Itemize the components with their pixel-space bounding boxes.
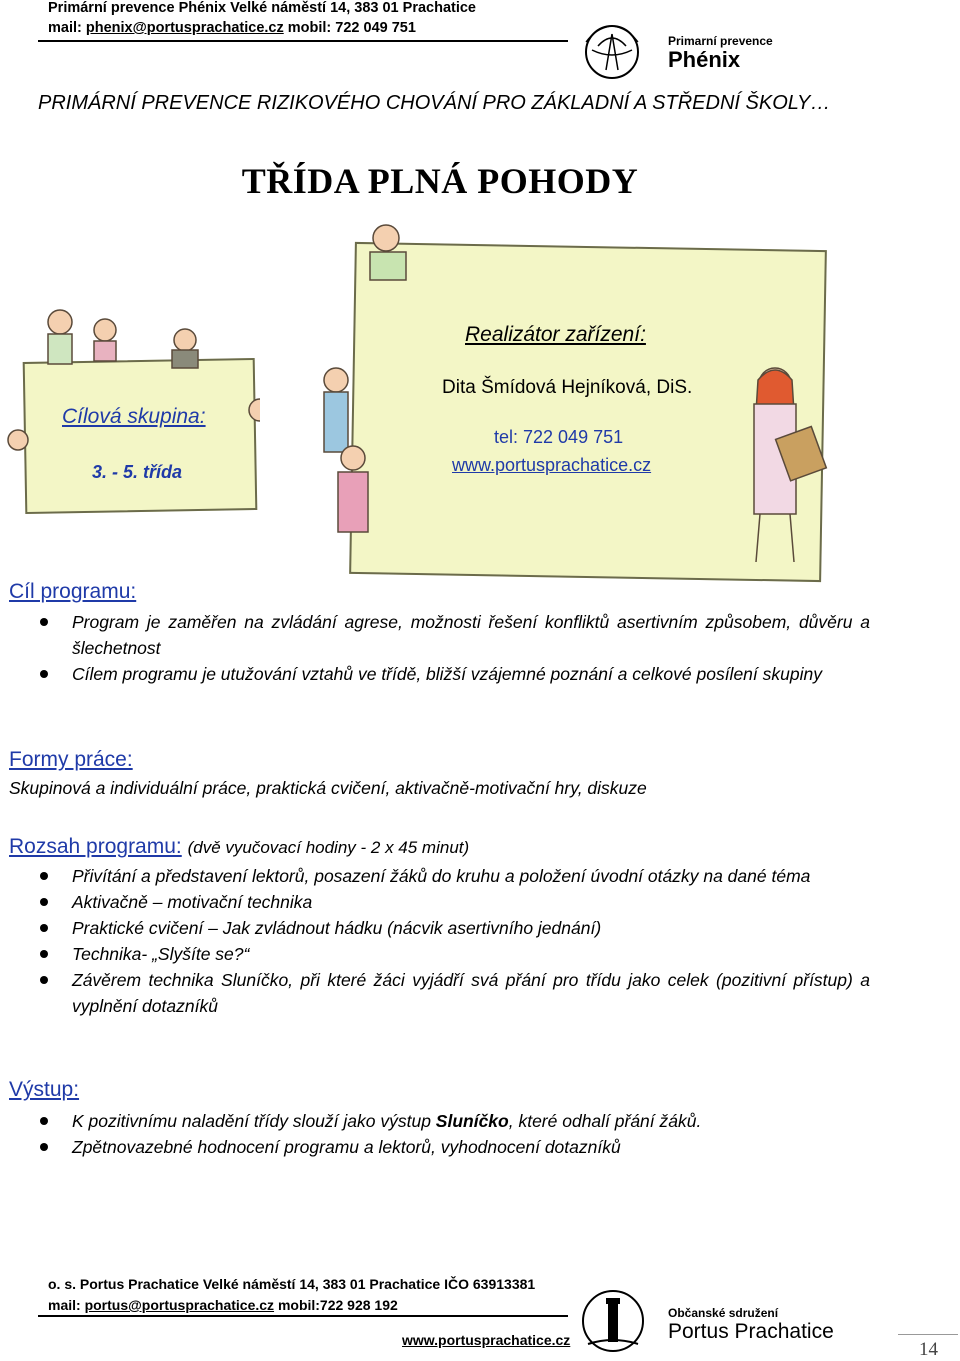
- scope-item-4: Technika- „Slyšíte se?“: [72, 944, 250, 964]
- target-group-value: 3. - 5. třída: [92, 462, 183, 482]
- program-category: PRIMÁRNÍ PREVENCE RIZIKOVÉHO CHOVÁNÍ PRO ZÁKLADNÍ A STŘEDNÍ ŠKOLY…: [38, 92, 831, 114]
- phenix-logo-small: Primarní prevence: [668, 34, 773, 48]
- output-heading: [9, 1078, 79, 1102]
- list-item: [38, 863, 870, 889]
- list-item: [38, 661, 870, 687]
- footer-web-link[interactable]: www.portusprachatice.cz: [402, 1332, 571, 1348]
- footer-mail-label: mail:: [48, 1297, 81, 1313]
- bullet-icon: [40, 898, 48, 906]
- provider-web-link[interactable]: www.portusprachatice.cz: [452, 455, 652, 475]
- output-item-1-post: , které odhalí přání žáků.: [508, 1111, 702, 1131]
- header-mobile: mobil: 722 049 751: [287, 20, 416, 36]
- portus-logo-big: Portus Prachatice: [668, 1320, 834, 1343]
- bullet-icon: [40, 924, 48, 932]
- provider-tel: tel: 722 049 751: [494, 427, 624, 447]
- goal-item-2: Cílem programu je utužování vztahů ve třídě, bližší vzájemné poznání a celkové posílení skupiny: [72, 664, 822, 684]
- output-heading-text: Výstup:: [9, 1078, 80, 1101]
- output-item-1-bold: Sluníčko: [435, 1111, 509, 1131]
- kids-left-illustration-icon: [318, 212, 428, 542]
- goal-list: [38, 609, 870, 687]
- teacher-illustration-icon: [720, 362, 830, 572]
- list-item: [38, 1134, 870, 1160]
- goal-heading-text: Cíl programu:: [9, 580, 137, 603]
- phenix-logo-big: Phénix: [668, 47, 741, 72]
- footer-rule: [38, 1315, 568, 1317]
- footer-contact: [48, 1297, 398, 1313]
- bullet-icon: [40, 976, 48, 984]
- scope-heading: [9, 835, 469, 859]
- header-mail-link[interactable]: phenix@portusprachatice.cz: [85, 20, 284, 36]
- output-item-1-pre: K pozitivnímu naladění třídy slouží jako výstup: [72, 1111, 436, 1131]
- forms-text: Skupinová a individuální práce, praktická cvičení, aktivačně-motivační hry, diskuze: [9, 778, 647, 798]
- bullet-icon: [40, 1117, 48, 1125]
- header-rule: [38, 40, 568, 42]
- page-number-rule: [898, 1334, 958, 1335]
- bullet-icon: [40, 670, 48, 678]
- header-contact: [48, 20, 416, 36]
- provider-label: Realizátor zařízení:: [465, 323, 646, 346]
- phenix-logo-icon: [578, 20, 668, 82]
- list-item: [38, 609, 870, 661]
- page-title: TŘÍDA PLNÁ POHODY: [241, 161, 639, 201]
- lighthouse-logo-icon: [576, 1286, 650, 1356]
- goal-heading: [9, 580, 136, 604]
- scope-list: [38, 863, 870, 1019]
- list-item: [38, 967, 870, 1019]
- output-item-2: Zpětnovazebné hodnocení programu a lektorů, vyhodnocení dotazníků: [72, 1137, 621, 1157]
- scope-item-2: Aktivačně – motivační technika: [72, 892, 313, 912]
- bullet-icon: [40, 618, 48, 626]
- scope-item-1: Přivítání a představení lektorů, posazení žáků do kruhu a položení úvodní otázky na dané téma: [72, 866, 811, 886]
- forms-heading-text: Formy práce:: [9, 748, 133, 771]
- goal-item-1: Program je zaměřen na zvládání agrese, možnosti řešení konfliktů asertivním způsobem, důvěru a šlechetnost: [72, 612, 870, 658]
- bullet-icon: [40, 1143, 48, 1151]
- page-number: 14: [919, 1339, 938, 1360]
- target-group-label: Cílová skupina:: [62, 405, 206, 428]
- header-address: Primární prevence Phénix Velké náměstí 14, 383 01 Prachatice: [48, 0, 476, 16]
- list-item: [38, 1108, 870, 1134]
- list-item: [38, 941, 870, 967]
- footer-mail-link[interactable]: portus@portusprachatice.cz: [84, 1297, 275, 1313]
- scope-item-5: Závěrem technika Sluníčko, při které žáci vyjádří svá přání pro třídu jako celek (pozitivní přístup) a vyplnění dotazníků: [72, 970, 870, 1016]
- bullet-icon: [40, 872, 48, 880]
- list-item: [38, 915, 870, 941]
- bullet-icon: [40, 950, 48, 958]
- footer-address: o. s. Portus Prachatice Velké náměstí 14, 383 01 Prachatice IČO 63913381: [48, 1276, 536, 1292]
- forms-heading: [9, 748, 133, 772]
- portus-logo-small: Občanské sdružení: [668, 1306, 779, 1320]
- provider-name: Dita Šmídová Hejníková, DiS.: [442, 377, 693, 398]
- scope-item-3: Praktické cvičení – Jak zvládnout hádku (nácvik asertivního jednání): [72, 918, 602, 938]
- scope-note: (dvě vyučovací hodiny - 2 x 45 minut): [187, 838, 470, 857]
- footer-mobile: mobil:722 928 192: [277, 1297, 398, 1313]
- list-item: [38, 889, 870, 915]
- output-list: [38, 1108, 870, 1160]
- scope-heading-text: Rozsah programu:: [9, 835, 182, 858]
- header-mail-label: mail:: [48, 20, 82, 36]
